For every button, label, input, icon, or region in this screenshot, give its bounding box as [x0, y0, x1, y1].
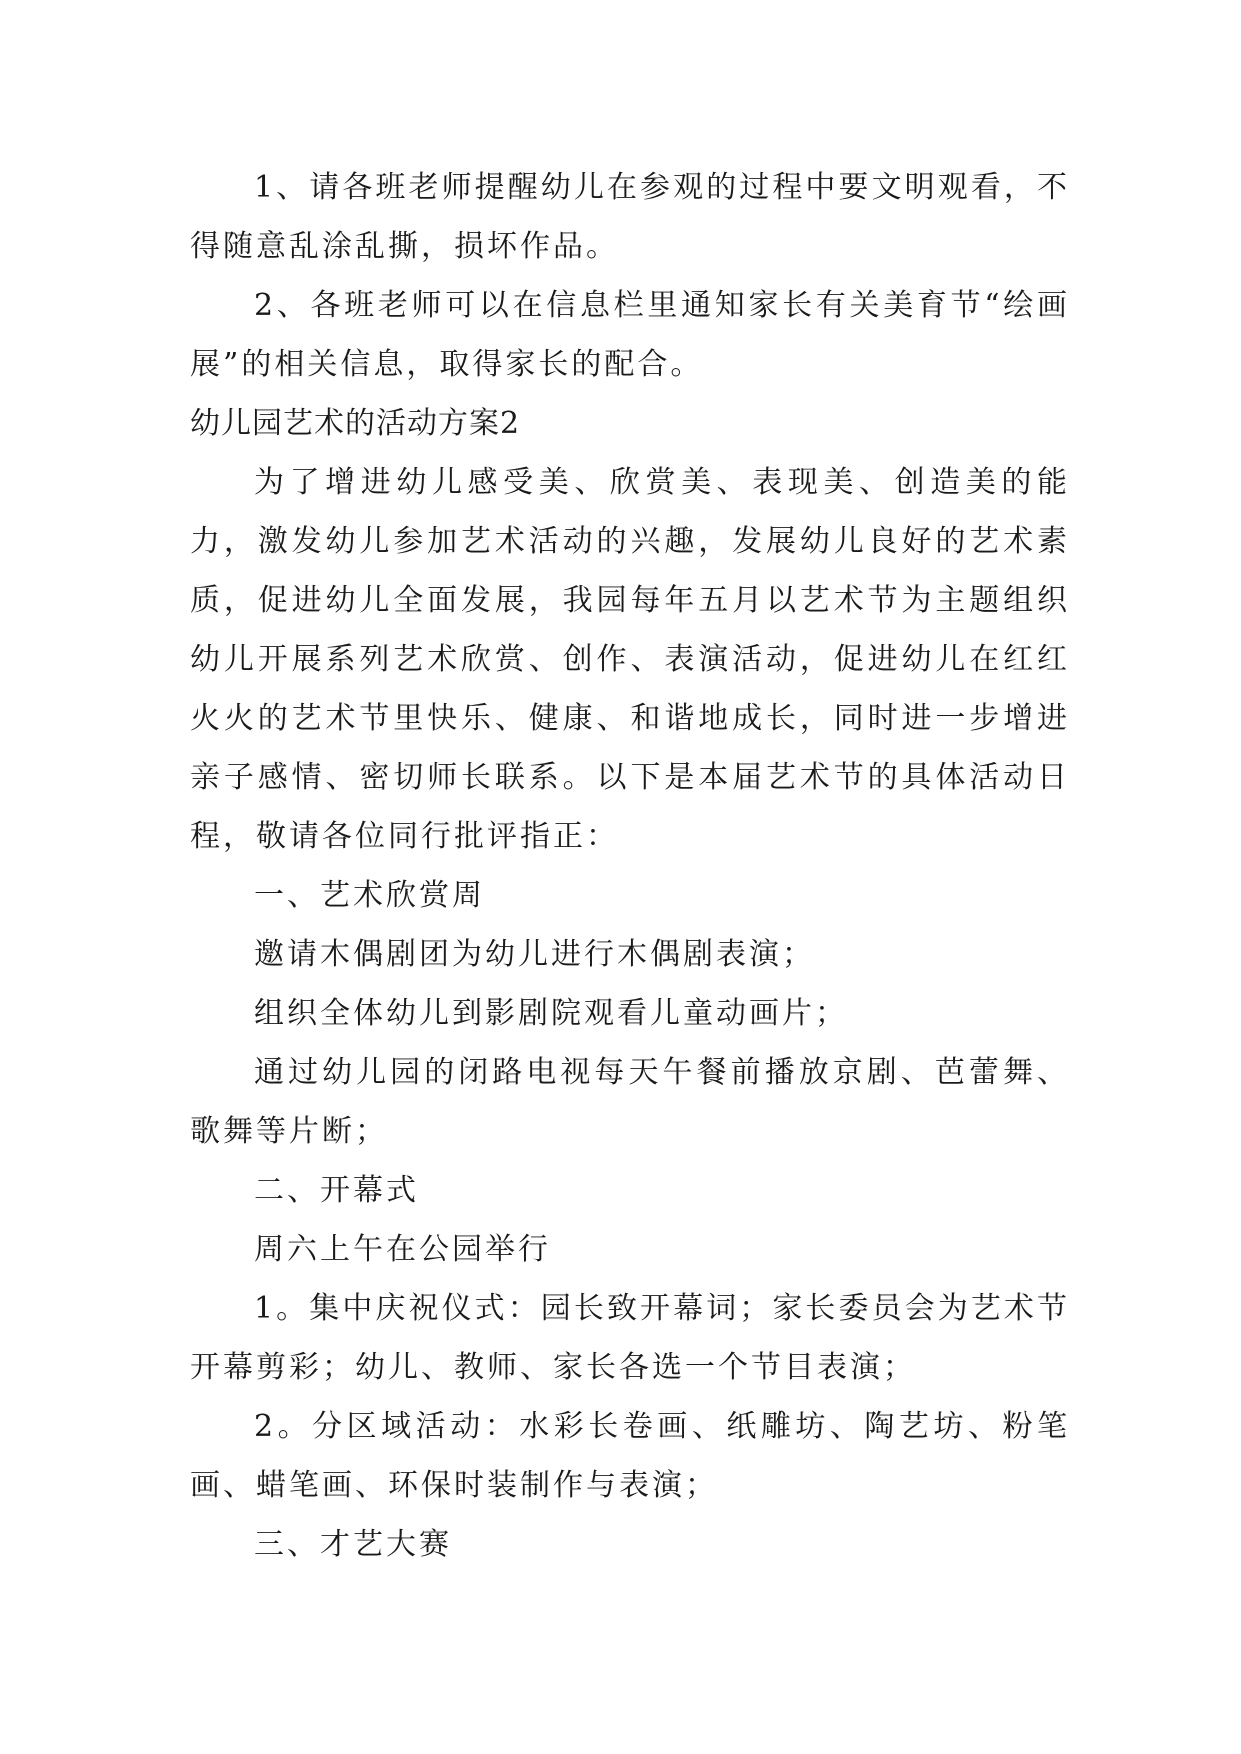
part-1-item-3: 通过幼儿园的闭路电视每天午餐前播放京剧、芭蕾舞、歌舞等片断；	[190, 1055, 1070, 1149]
part-1-item-1: 邀请木偶剧团为幼儿进行木偶剧表演；	[254, 937, 815, 972]
paragraph-note-2: 2、各班老师可以在信息栏里通知家长有关美育节“绘画展”的相关信息，取得家长的配合。	[190, 288, 1070, 382]
paragraph-intro: 为了增进幼儿感受美、欣赏美、表现美、创造美的能力，激发幼儿参加艺术活动的兴趣，发展幼儿良好的艺术素质，促进幼儿全面发展，我园每年五月以艺术节为主题组织幼儿开展系列艺术欣赏、创作、表演活动，促进幼儿在红红火火的艺术节里快乐、健康、和谐地成长，同时进一步增进亲子感情、密切师长联系。以下是本届艺术节的具体活动日程，敬请各位同行批评指正：	[190, 465, 1070, 854]
part-3-title: 三、才艺大赛	[254, 1527, 452, 1562]
part-1-item-2: 组织全体幼儿到影剧院观看儿童动画片；	[254, 996, 848, 1031]
part-1-title: 一、艺术欣赏周	[254, 878, 485, 913]
document-body	[190, 158, 1070, 1574]
part-2-title: 二、开幕式	[254, 1173, 419, 1208]
section-title: 幼儿园艺术的活动方案2	[190, 406, 521, 441]
part-2-time: 周六上午在公园举行	[254, 1232, 551, 1267]
paragraph-note-1: 1、请各班老师提醒幼儿在参观的过程中要文明观看，不得随意乱涂乱撕，损坏作品。	[190, 170, 1070, 264]
part-2-item-1: 1。集中庆祝仪式：园长致开幕词；家长委员会为艺术节开幕剪彩；幼儿、教师、家长各选一个节目表演；	[190, 1291, 1070, 1385]
part-2-item-2: 2。分区域活动：水彩长卷画、纸雕坊、陶艺坊、粉笔画、蜡笔画、环保时装制作与表演；	[190, 1409, 1070, 1503]
